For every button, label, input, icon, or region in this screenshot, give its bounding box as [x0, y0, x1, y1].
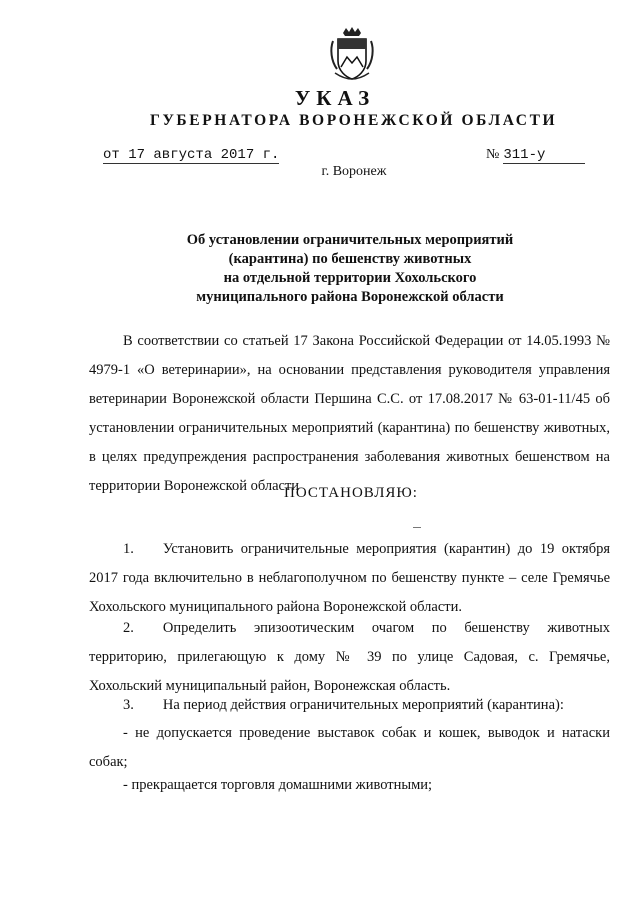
- list-item: 2. Определить эпизоотическим очагом по бешенству животных территорию, прилегающую к дому № 39 по улице Садовая, с. Гремячье, Хохольский муниципальный район, Воронежская область.: [89, 620, 610, 694]
- heading-line: муниципального района Воронежской области: [196, 289, 504, 305]
- document-title: УКАЗ: [294, 86, 376, 110]
- coat-of-arms-emblem: [329, 27, 375, 81]
- heading-line: (карантина) по бешенству животных: [228, 251, 472, 267]
- decree-heading: [150, 231, 550, 307]
- list-item: - прекращается торговля домашними животными;: [123, 777, 433, 793]
- list-item: 3. На период действия ограничительных мероприятий (карантина):: [123, 697, 564, 713]
- decree-word: ПОСТАНОВЛЯЮ:: [284, 485, 418, 501]
- list-item: 1. Установить ограничительные мероприятия (карантин) до 19 октября 2017 года включительно в неблагополучном по бешенству пункте – селе Гремячье Хохольского муниципального района Воронежской области.: [89, 541, 610, 615]
- number-label: №: [486, 147, 500, 162]
- list-item: - не допускается проведение выставок собак и кошек, выводок и натаски собак;: [89, 725, 610, 770]
- preamble-text: В соответствии со статьей 17 Закона Российской Федерации от 14.05.1993 № 4979-1 «О ветеринарии», на основании представления руководителя управления ветеринарии Воронежской области Першина С.С. от 17.08.2017 № 63-01-11/45 об установлении ограничительных мероприятий (карантина) по бешенству животных, в целях предупреждения распространения заболевания животных бешенством на территории Воронежской области: [89, 333, 610, 494]
- document-number: [486, 147, 585, 164]
- scan-mark: [413, 527, 421, 528]
- document-subtitle: ГУБЕРНАТОРА ВОРОНЕЖСКОЙ ОБЛАСТИ: [150, 112, 558, 129]
- preamble-paragraph: [89, 327, 610, 501]
- document-city: г. Воронеж: [321, 164, 387, 179]
- document-date: [103, 147, 279, 163]
- heading-line: на отдельной территории Хохольского: [223, 270, 477, 286]
- heading-line: Об установлении ограничительных мероприятий: [186, 232, 514, 248]
- number-value: 311-у: [503, 147, 585, 164]
- date-value: от 17 августа 2017 г.: [103, 147, 280, 163]
